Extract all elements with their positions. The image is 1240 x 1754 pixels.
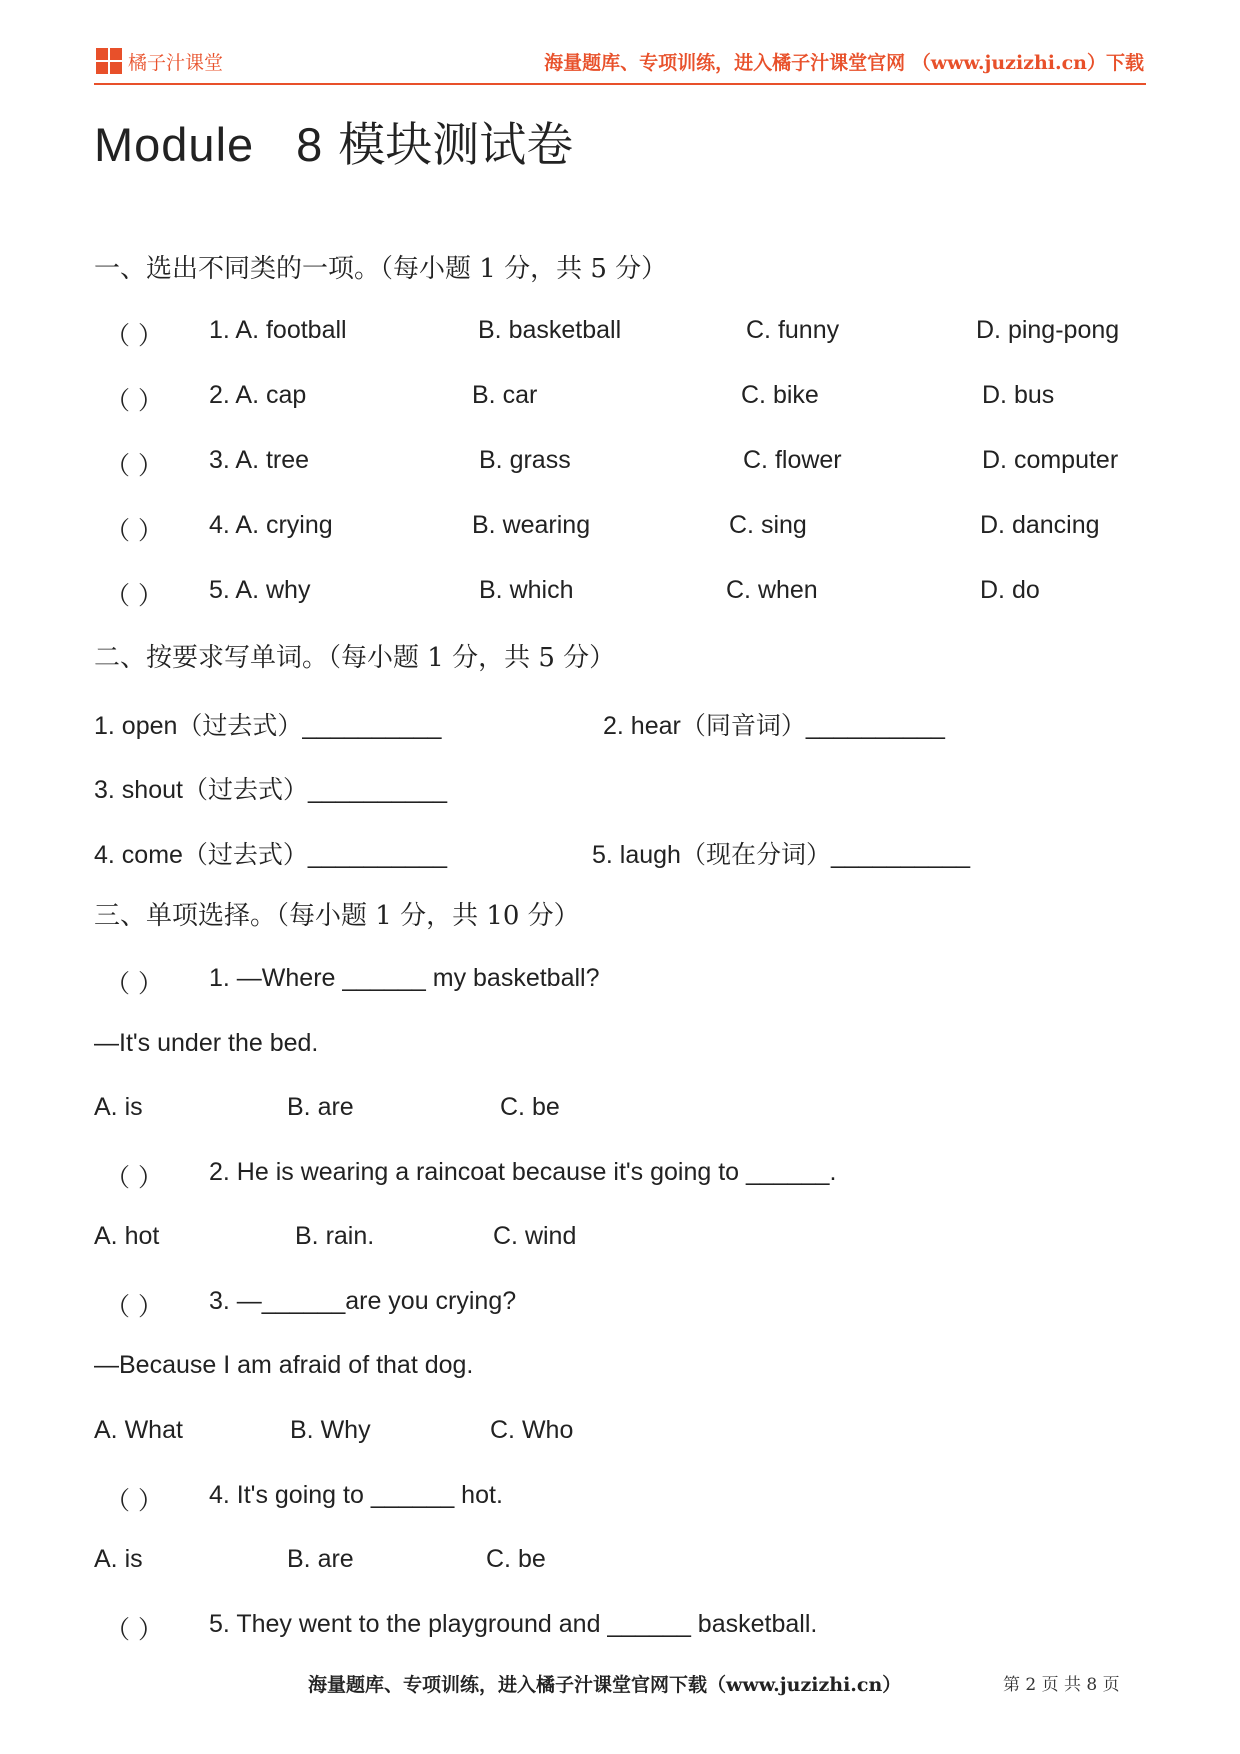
title-number: 8 xyxy=(296,118,323,171)
word-exercise[interactable]: 3. shout（过去式）__________ xyxy=(94,776,447,804)
option-b: B. rain. xyxy=(295,1222,375,1250)
option-a: A. hot xyxy=(94,1222,160,1250)
word-exercise[interactable]: 1. open（过去式）__________ xyxy=(94,712,442,740)
question-reply: —Because I am afraid of that dog. xyxy=(94,1351,474,1379)
header-slogan: 海量题库、专项训练，进入橘子汁课堂官网 （www.juzizhi.cn）下载 xyxy=(544,52,1144,74)
option-c: C. wind xyxy=(493,1222,577,1250)
option-b: B. are xyxy=(287,1093,354,1121)
option-a: A. is xyxy=(94,1545,143,1573)
section3-heading: 三、单项选择。（每小题 1 分，共 10 分） xyxy=(94,901,580,931)
option-b: B. car xyxy=(472,381,538,409)
answer-blank[interactable]: （ ） xyxy=(105,516,163,545)
section2-heading: 二、按要求写单词。（每小题 1 分，共 5 分） xyxy=(94,643,616,673)
option-c: C. funny xyxy=(746,316,840,344)
question-stem: 2. He is wearing a raincoat because it's going to ______. xyxy=(209,1158,837,1186)
option-b: B. wearing xyxy=(472,511,591,539)
logo-text: 橘子汁课堂 xyxy=(128,51,224,74)
option-d: D. dancing xyxy=(980,511,1100,539)
header-divider xyxy=(94,83,1146,85)
question-reply: —It's under the bed. xyxy=(94,1029,319,1057)
section1-heading: 一、选出不同类的一项。（每小题 1 分，共 5 分） xyxy=(94,254,668,284)
answer-blank[interactable]: （ ） xyxy=(105,386,163,415)
option-c: C. be xyxy=(486,1545,546,1573)
option-c: C. Who xyxy=(490,1416,574,1444)
answer-blank[interactable]: （ ） xyxy=(105,1163,163,1192)
answer-blank[interactable]: （ ） xyxy=(105,1486,163,1515)
option-c: C. flower xyxy=(743,446,842,474)
answer-blank[interactable]: （ ） xyxy=(105,1615,163,1644)
site-logo xyxy=(96,46,223,76)
question-option-a: 3. A. tree xyxy=(209,446,310,474)
option-a: A. What xyxy=(94,1416,183,1444)
page-number: 第 2 页 共 8 页 xyxy=(1003,1675,1120,1695)
question-stem: 1. —Where ______ my basketball? xyxy=(209,964,600,992)
option-c: C. sing xyxy=(729,511,807,539)
answer-blank[interactable]: （ ） xyxy=(105,969,163,998)
answer-blank[interactable]: （ ） xyxy=(105,321,163,350)
option-c: C. be xyxy=(500,1093,560,1121)
word-exercise[interactable]: 2. hear（同音词）__________ xyxy=(603,712,945,740)
question-stem: 3. —______are you crying? xyxy=(209,1287,517,1315)
question-stem: 4. It's going to ______ hot. xyxy=(209,1481,503,1509)
word-exercise[interactable]: 4. come（过去式）__________ xyxy=(94,841,447,869)
page-title xyxy=(94,108,573,175)
question-option-a: 1. A. football xyxy=(209,316,347,344)
option-d: D. computer xyxy=(982,446,1119,474)
question-option-a: 4. A. crying xyxy=(209,511,333,539)
option-c: C. when xyxy=(726,576,818,604)
answer-blank[interactable]: （ ） xyxy=(105,451,163,480)
question-option-a: 2. A. cap xyxy=(209,381,307,409)
title-cn: 模块测试卷 xyxy=(338,118,574,171)
option-b: B. are xyxy=(287,1545,354,1573)
option-b: B. which xyxy=(479,576,574,604)
option-b: B. Why xyxy=(290,1416,371,1444)
logo-grid-icon xyxy=(96,48,122,74)
option-d: D. bus xyxy=(982,381,1055,409)
option-b: B. basketball xyxy=(478,316,622,344)
answer-blank[interactable]: （ ） xyxy=(105,581,163,610)
option-a: A. is xyxy=(94,1093,143,1121)
footer-slogan: 海量题库、专项训练，进入橘子汁课堂官网下载（www.juzizhi.cn） xyxy=(308,1674,902,1696)
question-stem: 5. They went to the playground and ______ basketball. xyxy=(209,1610,818,1638)
option-b: B. grass xyxy=(479,446,571,474)
title-module: Module xyxy=(94,118,255,171)
word-exercise[interactable]: 5. laugh（现在分词）__________ xyxy=(592,841,971,869)
option-c: C. bike xyxy=(741,381,819,409)
option-d: D. do xyxy=(980,576,1040,604)
option-d: D. ping-pong xyxy=(976,316,1120,344)
question-option-a: 5. A. why xyxy=(209,576,311,604)
answer-blank[interactable]: （ ） xyxy=(105,1292,163,1321)
